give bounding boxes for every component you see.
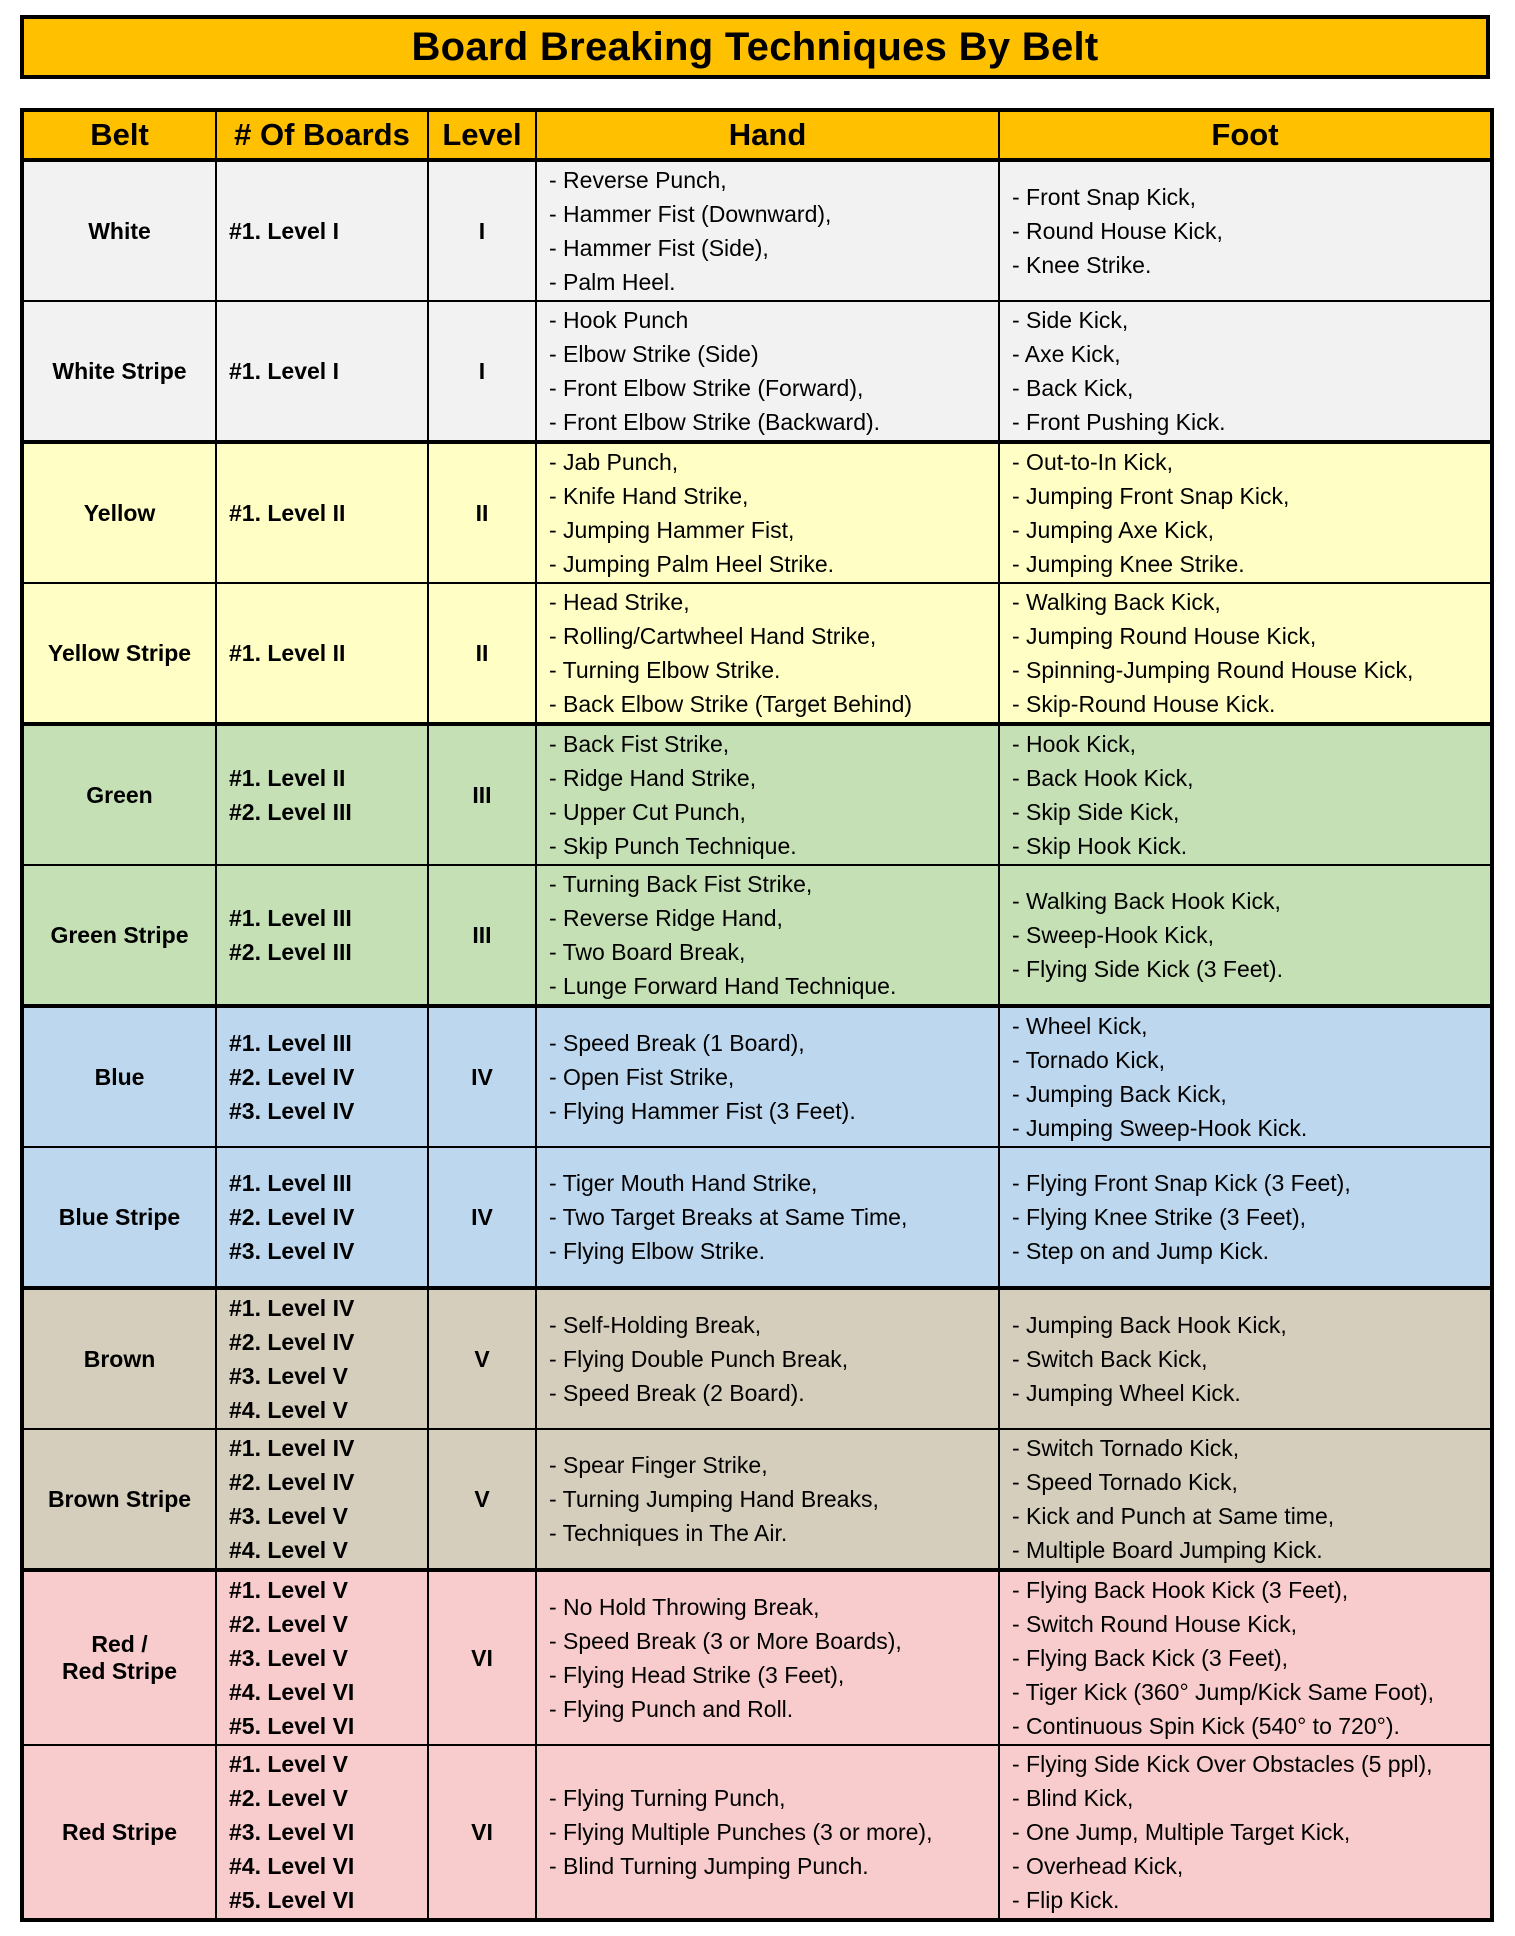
table-row	[22, 1147, 1492, 1288]
hand-technique-item: - Back Elbow Strike (Target Behind)	[549, 691, 913, 717]
board-level-item: #3. Level V	[229, 1503, 348, 1529]
foot-technique-item: - Continuous Spin Kick (540° to 720°).	[1012, 1713, 1400, 1739]
hand-techniques-cell	[536, 160, 999, 301]
header-boards: # Of Boards	[216, 110, 428, 160]
hand-technique-item: - Speed Break (1 Board),	[549, 1030, 805, 1056]
board-level-item: #4. Level V	[229, 1537, 348, 1563]
belt-name-cell: Blue	[22, 1006, 216, 1147]
board-level-item: #2. Level IV	[229, 1329, 355, 1355]
level-cell: II	[428, 583, 536, 724]
hand-techniques-cell	[536, 442, 999, 583]
board-level-item: #1. Level II	[229, 640, 346, 666]
foot-technique-item: - Knee Strike.	[1012, 252, 1152, 278]
boards-cell	[216, 1288, 428, 1429]
hand-technique-item: - Knife Hand Strike,	[549, 483, 749, 509]
board-level-item: #2. Level III	[229, 799, 352, 825]
boards-cell	[216, 301, 428, 442]
hand-technique-item: - Speed Break (2 Board).	[549, 1380, 805, 1406]
table-row	[22, 724, 1492, 865]
table-row	[22, 1745, 1492, 1920]
foot-technique-item: - Speed Tornado Kick,	[1012, 1469, 1238, 1495]
foot-techniques-cell	[999, 1429, 1492, 1570]
foot-technique-item: - Front Snap Kick,	[1012, 184, 1197, 210]
foot-technique-item: - Round House Kick,	[1012, 218, 1223, 244]
boards-cell	[216, 1006, 428, 1147]
belt-name-cell: Blue Stripe	[22, 1147, 216, 1288]
level-cell: III	[428, 865, 536, 1006]
belt-techniques-table	[20, 108, 1494, 1922]
level-cell: V	[428, 1288, 536, 1429]
foot-technique-item: - Switch Back Kick,	[1012, 1346, 1208, 1372]
table-row	[22, 301, 1492, 442]
belt-name-cell: Yellow	[22, 442, 216, 583]
board-level-item: #4. Level VI	[229, 1853, 355, 1879]
hand-technique-item: - Turning Back Fist Strike,	[549, 871, 813, 897]
hand-technique-item: - Techniques in The Air.	[549, 1520, 788, 1546]
hand-technique-item: - Flying Turning Punch,	[549, 1785, 786, 1811]
foot-technique-item: - One Jump, Multiple Target Kick,	[1012, 1819, 1351, 1845]
foot-technique-item: - Back Kick,	[1012, 375, 1134, 401]
foot-technique-item: - Flying Back Kick (3 Feet),	[1012, 1645, 1289, 1671]
board-level-item: #5. Level VI	[229, 1713, 355, 1739]
boards-cell	[216, 1429, 428, 1570]
hand-technique-item: - Tiger Mouth Hand Strike,	[549, 1170, 818, 1196]
foot-technique-item: - Skip-Round House Kick.	[1012, 691, 1276, 717]
foot-technique-item: - Jumping Back Hook Kick,	[1012, 1312, 1287, 1338]
foot-techniques-cell	[999, 1570, 1492, 1745]
hand-technique-item: - No Hold Throwing Break,	[549, 1594, 820, 1620]
belt-name-cell: Brown	[22, 1288, 216, 1429]
hand-techniques-cell	[536, 1745, 999, 1920]
foot-technique-item: - Side Kick,	[1012, 307, 1129, 333]
table-row	[22, 160, 1492, 301]
board-level-item: #2. Level IV	[229, 1469, 355, 1495]
table-row	[22, 865, 1492, 1006]
hand-techniques-cell	[536, 865, 999, 1006]
hand-technique-item: - Upper Cut Punch,	[549, 799, 746, 825]
foot-technique-item: - Spinning-Jumping Round House Kick,	[1012, 657, 1414, 683]
foot-technique-item: - Axe Kick,	[1012, 341, 1121, 367]
boards-cell	[216, 583, 428, 724]
level-cell: VI	[428, 1745, 536, 1920]
header-belt: Belt	[22, 110, 216, 160]
hand-technique-item: - Flying Head Strike (3 Feet),	[549, 1662, 845, 1688]
table-row	[22, 1006, 1492, 1147]
hand-technique-item: - Flying Elbow Strike.	[549, 1238, 766, 1264]
belt-name-cell: White Stripe	[22, 301, 216, 442]
belt-name-line: Red /	[91, 1631, 148, 1657]
foot-technique-item: - Overhead Kick,	[1012, 1853, 1184, 1879]
foot-technique-item: - Out-to-In Kick,	[1012, 449, 1174, 475]
board-level-item: #3. Level IV	[229, 1098, 355, 1124]
foot-techniques-cell	[999, 724, 1492, 865]
level-cell: I	[428, 160, 536, 301]
board-level-item: #2. Level III	[229, 939, 352, 965]
hand-technique-item: - Open Fist Strike,	[549, 1064, 735, 1090]
table-body	[22, 160, 1492, 1920]
board-level-item: #1. Level IV	[229, 1295, 355, 1321]
hand-techniques-cell	[536, 724, 999, 865]
foot-technique-item: - Hook Kick,	[1012, 731, 1136, 757]
table-row	[22, 442, 1492, 583]
foot-technique-item: - Back Hook Kick,	[1012, 765, 1194, 791]
foot-technique-item: - Skip Hook Kick.	[1012, 833, 1188, 859]
hand-techniques-cell	[536, 1429, 999, 1570]
hand-technique-item: - Ridge Hand Strike,	[549, 765, 757, 791]
hand-technique-item: - Two Board Break,	[549, 939, 746, 965]
hand-technique-item: - Jumping Palm Heel Strike.	[549, 551, 835, 577]
foot-techniques-cell	[999, 583, 1492, 724]
hand-technique-item: - Rolling/Cartwheel Hand Strike,	[549, 623, 877, 649]
hand-technique-item: - Flying Multiple Punches (3 or more),	[549, 1819, 933, 1845]
board-level-item: #3. Level V	[229, 1645, 348, 1671]
foot-technique-item: - Flying Front Snap Kick (3 Feet),	[1012, 1170, 1351, 1196]
hand-technique-item: - Jab Punch,	[549, 449, 679, 475]
belt-name-cell: Red Stripe	[22, 1745, 216, 1920]
board-level-item: #5. Level VI	[229, 1887, 355, 1913]
header-foot: Foot	[999, 110, 1492, 160]
foot-technique-item: - Jumping Round House Kick,	[1012, 623, 1317, 649]
foot-techniques-cell	[999, 865, 1492, 1006]
hand-technique-item: - Jumping Hammer Fist,	[549, 517, 795, 543]
board-level-item: #1. Level V	[229, 1751, 348, 1777]
hand-technique-item: - Front Elbow Strike (Forward),	[549, 375, 864, 401]
board-level-item: #1. Level II	[229, 500, 346, 526]
foot-techniques-cell	[999, 442, 1492, 583]
level-cell: IV	[428, 1147, 536, 1288]
page-title: Board Breaking Techniques By Belt	[411, 24, 1099, 69]
hand-technique-item: - Skip Punch Technique.	[549, 833, 797, 859]
hand-techniques-cell	[536, 301, 999, 442]
board-level-item: #1. Level III	[229, 1030, 352, 1056]
level-cell: VI	[428, 1570, 536, 1745]
boards-cell	[216, 1570, 428, 1745]
boards-cell	[216, 160, 428, 301]
foot-techniques-cell	[999, 1288, 1492, 1429]
hand-technique-item: - Self-Holding Break,	[549, 1312, 762, 1338]
board-level-item: #4. Level VI	[229, 1679, 355, 1705]
foot-technique-item: - Flying Side Kick (3 Feet).	[1012, 956, 1283, 982]
level-cell: III	[428, 724, 536, 865]
hand-technique-item: - Front Elbow Strike (Backward).	[549, 409, 881, 435]
board-level-item: #1. Level III	[229, 905, 352, 931]
foot-technique-item: - Jumping Axe Kick,	[1012, 517, 1214, 543]
foot-technique-item: - Walking Back Kick,	[1012, 589, 1221, 615]
boards-cell	[216, 442, 428, 583]
foot-technique-item: - Step on and Jump Kick.	[1012, 1238, 1269, 1264]
header-level: Level	[428, 110, 536, 160]
foot-technique-item: - Sweep-Hook Kick,	[1012, 922, 1214, 948]
foot-technique-item: - Jumping Sweep-Hook Kick.	[1012, 1115, 1308, 1141]
foot-technique-item: - Flying Knee Strike (3 Feet),	[1012, 1204, 1306, 1230]
foot-technique-item: - Jumping Front Snap Kick,	[1012, 483, 1290, 509]
hand-technique-item: - Elbow Strike (Side)	[549, 341, 759, 367]
level-cell: II	[428, 442, 536, 583]
board-level-item: #2. Level V	[229, 1785, 348, 1811]
foot-techniques-cell	[999, 160, 1492, 301]
hand-techniques-cell	[536, 583, 999, 724]
hand-technique-item: - Speed Break (3 or More Boards),	[549, 1628, 902, 1654]
hand-technique-item: - Lunge Forward Hand Technique.	[549, 973, 897, 999]
foot-techniques-cell	[999, 1147, 1492, 1288]
title-banner	[20, 15, 1490, 79]
level-cell: IV	[428, 1006, 536, 1147]
hand-technique-item: - Hammer Fist (Side),	[549, 235, 769, 261]
foot-technique-item: - Front Pushing Kick.	[1012, 409, 1226, 435]
hand-technique-item: - Reverse Ridge Hand,	[549, 905, 783, 931]
hand-techniques-cell	[536, 1147, 999, 1288]
table-row	[22, 1288, 1492, 1429]
hand-technique-item: - Head Strike,	[549, 589, 690, 615]
hand-technique-item: - Blind Turning Jumping Punch.	[549, 1853, 869, 1879]
foot-technique-item: - Walking Back Hook Kick,	[1012, 888, 1281, 914]
hand-technique-item: - Hook Punch	[549, 307, 689, 333]
board-level-item: #1. Level V	[229, 1577, 348, 1603]
hand-technique-item: - Flying Hammer Fist (3 Feet).	[549, 1098, 856, 1124]
foot-technique-item: - Switch Round House Kick,	[1012, 1611, 1298, 1637]
foot-technique-item: - Flying Side Kick Over Obstacles (5 ppl),	[1012, 1751, 1433, 1777]
board-level-item: #1. Level III	[229, 1170, 352, 1196]
board-level-item: #3. Level IV	[229, 1238, 355, 1264]
board-level-item: #2. Level IV	[229, 1064, 355, 1090]
belt-name-cell: Green Stripe	[22, 865, 216, 1006]
table-row	[22, 1570, 1492, 1745]
foot-techniques-cell	[999, 301, 1492, 442]
foot-technique-item: - Skip Side Kick,	[1012, 799, 1180, 825]
hand-technique-item: - Two Target Breaks at Same Time,	[549, 1204, 908, 1230]
foot-techniques-cell	[999, 1006, 1492, 1147]
hand-technique-item: - Palm Heel.	[549, 269, 676, 295]
hand-technique-item: - Turning Jumping Hand Breaks,	[549, 1486, 879, 1512]
board-level-item: #2. Level IV	[229, 1204, 355, 1230]
foot-technique-item: - Switch Tornado Kick,	[1012, 1435, 1240, 1461]
hand-technique-item: - Turning Elbow Strike.	[549, 657, 781, 683]
board-level-item: #2. Level V	[229, 1611, 348, 1637]
hand-techniques-cell	[536, 1288, 999, 1429]
foot-technique-item: - Kick and Punch at Same time,	[1012, 1503, 1335, 1529]
foot-technique-item: - Flying Back Hook Kick (3 Feet),	[1012, 1577, 1349, 1603]
board-level-item: #3. Level V	[229, 1363, 348, 1389]
level-cell: V	[428, 1429, 536, 1570]
foot-technique-item: - Tornado Kick,	[1012, 1047, 1165, 1073]
hand-technique-item: - Flying Punch and Roll.	[549, 1696, 794, 1722]
foot-technique-item: - Wheel Kick,	[1012, 1013, 1148, 1039]
belt-name-cell: Yellow Stripe	[22, 583, 216, 724]
level-cell: I	[428, 301, 536, 442]
hand-technique-item: - Flying Double Punch Break,	[549, 1346, 849, 1372]
board-level-item: #1. Level I	[229, 358, 339, 384]
board-level-item: #4. Level V	[229, 1397, 348, 1423]
belt-name-cell: Green	[22, 724, 216, 865]
header-hand: Hand	[536, 110, 999, 160]
board-level-item: #3. Level VI	[229, 1819, 355, 1845]
foot-technique-item: - Jumping Wheel Kick.	[1012, 1380, 1241, 1406]
boards-cell	[216, 1745, 428, 1920]
boards-cell	[216, 724, 428, 865]
belt-name-cell: Brown Stripe	[22, 1429, 216, 1570]
boards-cell	[216, 1147, 428, 1288]
hand-techniques-cell	[536, 1006, 999, 1147]
hand-techniques-cell	[536, 1570, 999, 1745]
belt-name-line: Red Stripe	[61, 1658, 178, 1684]
boards-cell	[216, 865, 428, 1006]
foot-techniques-cell	[999, 1745, 1492, 1920]
belt-name-cell	[22, 1570, 216, 1745]
hand-technique-item: - Hammer Fist (Downward),	[549, 201, 832, 227]
hand-technique-item: - Reverse Punch,	[549, 167, 727, 193]
foot-technique-item: - Jumping Back Kick,	[1012, 1081, 1227, 1107]
hand-technique-item: - Back Fist Strike,	[549, 731, 730, 757]
foot-technique-item: - Multiple Board Jumping Kick.	[1012, 1537, 1323, 1563]
board-level-item: #1. Level I	[229, 218, 339, 244]
foot-technique-item: - Flip Kick.	[1012, 1887, 1120, 1913]
foot-technique-item: - Tiger Kick (360° Jump/Kick Same Foot),	[1012, 1679, 1435, 1705]
foot-technique-item: - Blind Kick,	[1012, 1785, 1134, 1811]
foot-technique-item: - Jumping Knee Strike.	[1012, 551, 1245, 577]
header-row	[22, 110, 1492, 160]
hand-technique-item: - Spear Finger Strike,	[549, 1452, 768, 1478]
belt-name-cell: White	[22, 160, 216, 301]
table-row	[22, 583, 1492, 724]
board-level-item: #1. Level IV	[229, 1435, 355, 1461]
table-row	[22, 1429, 1492, 1570]
board-level-item: #1. Level II	[229, 765, 346, 791]
